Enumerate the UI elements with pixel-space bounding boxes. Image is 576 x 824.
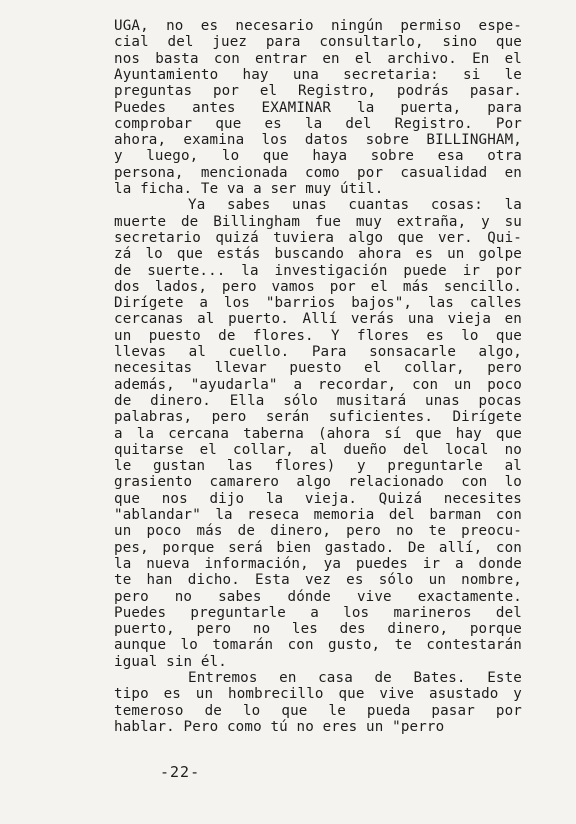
text-line: llevas al cuello. Para sonsacarle algo, [114,344,522,360]
text-line: preguntas por el Registro, podrás pasar. [114,83,522,100]
text-line: de suerte... la investigación puede ir por [114,262,522,279]
text-line: aunque lo tomarán con gusto, te contestarán [114,637,522,654]
text-line: cercanas al puerto. Allí verás una vieja en [114,311,522,328]
text-line: temeroso de lo que le pueda pasar por [114,702,522,719]
text-line: te han dicho. Esta vez es sólo un nombre, [114,572,522,589]
text-line: dos lados, pero vamos por el más sencillo. [114,278,522,295]
text-line: muerte de Billingham fue muy extraña, y su [114,213,522,230]
text-line: un poco más de dinero, pero no te preocu- [114,523,522,540]
text-line: la ficha. Te va a ser muy útil. [114,181,384,197]
text-line: a la cercana taberna (ahora sí que hay que [114,425,522,442]
text-line: además, "ayudarla" a recordar, con un poco [114,376,522,393]
text-line: hablar. Pero como tú no eres un "perro [114,718,445,735]
text-line: cial del juez para consultarlo, sino que [114,34,522,51]
text-line: grasiento camarero algo relacionado con lo [114,474,522,491]
text-line: tipo es un hombrecillo que vive asustado y [114,686,522,703]
text-line: ahora, examina los datos sobre BILLINGHAM, [114,132,522,149]
text-line: pero no sabes dónde vive exactamente. [114,588,522,605]
text-line: le gustan las flores) y preguntarle al [114,458,522,475]
text-line: de dinero. Ella sólo musitará unas pocas [114,392,522,409]
text-line: Puedes preguntarle a los marineros del [114,604,522,621]
text-line: y luego, lo que haya sobre esa otra [114,148,522,165]
text-line: necesitas llevar puesto el collar, pero [114,360,522,377]
text-line: puerto, pero no les des dinero, porque [114,621,522,638]
text-line: "ablandar" la reseca memoria del barman con [114,507,522,523]
text-line: pes, porque será bien gastado. De allí, con [114,539,522,556]
text-line: Puedes antes EXAMINAR la puerta, para [114,99,522,116]
text-line: la nueva información, ya puedes ir a donde [114,555,522,572]
text-line: Dirígete a los "barrios bajos", las calles [114,295,522,312]
text-line: igual sin él. [114,653,227,670]
text-line: nos basta con entrar en el archivo. En el [114,50,522,67]
text-line: que nos dijo la vieja. Quizá necesites [114,490,522,507]
text-line: persona, mencionada como por casualidad en [114,164,522,181]
text-line: Entremos en casa de Bates. Este [188,670,522,686]
text-line: Ayuntamiento hay una secretaria: si le [114,66,522,83]
text-line: quitarse el collar, al dueño del local no [114,441,522,458]
text-line: secretario quizá tuviera algo que ver. Qui- [114,229,522,246]
text-line: palabras, pero serán suficientes. Dirígete [114,409,522,426]
text-line: un puesto de flores. Y flores es lo que [114,327,522,344]
text-line: zá lo que estás buscando ahora es un golpe [114,246,522,263]
page-number: -22- [160,763,201,781]
text-line: Ya sabes unas cuantas cosas: la [188,197,522,214]
text-line: UGA, no es necesario ningún permiso espe- [114,18,522,34]
text-line: comprobar que es la del Registro. Por [114,115,522,132]
